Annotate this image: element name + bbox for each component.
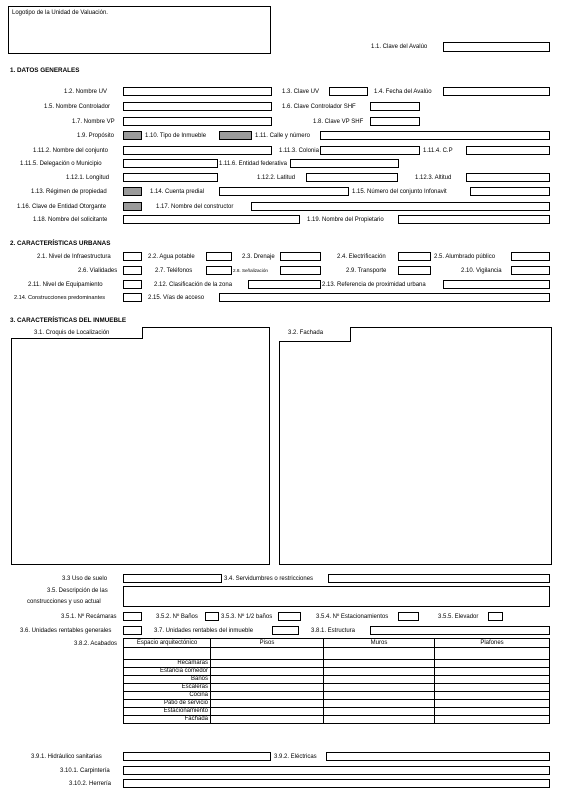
entidad-label: 1.11.6. Entidad federativa bbox=[219, 161, 287, 167]
table-row bbox=[124, 668, 550, 676]
carpinteria-label: 3.10.1. Carpintería bbox=[60, 768, 110, 774]
table-row bbox=[124, 700, 550, 708]
referencia-label: 2.13. Referencia de proximidad urbana bbox=[322, 282, 426, 288]
recamaras-field[interactable] bbox=[123, 612, 142, 621]
elevador-field[interactable] bbox=[488, 612, 503, 621]
servidumbres-field[interactable] bbox=[328, 574, 550, 583]
senalizacion-label: 2.8. Señalización bbox=[233, 268, 268, 273]
uso-suelo-label: 3.3 Uso de suelo bbox=[62, 576, 108, 582]
carpinteria-field[interactable] bbox=[123, 766, 550, 775]
clasificacion-field[interactable] bbox=[248, 280, 321, 289]
table-row bbox=[124, 692, 550, 700]
table-row-label: Estacionamiento bbox=[124, 708, 211, 716]
transporte-label: 2.9. Transporte bbox=[346, 268, 387, 274]
clave-uv-label: 1.3. Clave UV bbox=[282, 89, 320, 95]
calle-label: 1.11. Calle y número bbox=[255, 133, 310, 139]
table-row bbox=[124, 716, 550, 724]
entidad-field[interactable] bbox=[290, 159, 399, 168]
drenaje-field[interactable] bbox=[280, 252, 321, 261]
nombre-constructor-field[interactable] bbox=[251, 202, 550, 211]
latitud-field[interactable] bbox=[306, 173, 398, 182]
construcciones-label: 2.14. Construcciones predominantes bbox=[14, 295, 106, 301]
colonia-field[interactable] bbox=[320, 146, 420, 155]
nivel-infra-field[interactable] bbox=[123, 252, 142, 261]
vialidades-label: 2.6. Vialidades bbox=[78, 268, 118, 274]
table-row-label: Patio de servicio bbox=[124, 700, 211, 708]
nombre-controlador-label: 1.5. Nombre Controlador bbox=[44, 104, 111, 110]
nombre-uv-label: 1.2. Nombre UV bbox=[64, 89, 108, 95]
hidraulico-field[interactable] bbox=[123, 752, 271, 761]
banos-label: 3.5.2. Nº Baños bbox=[156, 614, 198, 620]
banos-field[interactable] bbox=[205, 612, 219, 621]
construcciones-field[interactable] bbox=[123, 293, 142, 302]
table-row bbox=[124, 708, 550, 716]
croquis-label: 3.1. Croquis de Localización bbox=[34, 330, 110, 336]
electrificacion-label: 2.4. Electrificación bbox=[337, 254, 386, 260]
acabados-header-row bbox=[124, 639, 550, 648]
hidraulico-label: 3.9.1. Hidráulico sanitarias bbox=[31, 754, 102, 760]
estacionamientos-label: 3.5.4. Nº Estacionamientos bbox=[316, 614, 389, 620]
clave-controlador-field[interactable] bbox=[370, 102, 420, 111]
recamaras-label: 3.5.1. Nº Recámaras bbox=[61, 614, 117, 620]
cuenta-predial-field[interactable] bbox=[219, 187, 349, 196]
nombre-propietario-field[interactable] bbox=[398, 215, 550, 224]
nombre-solicitante-label: 1.18. Nombre del solicitante bbox=[33, 217, 108, 223]
proposito-field[interactable] bbox=[123, 131, 142, 140]
nombre-controlador-field[interactable] bbox=[123, 102, 272, 111]
electricas-field[interactable] bbox=[326, 752, 550, 761]
logo-box bbox=[8, 6, 271, 54]
acabados-header: Espacio arquitectónico bbox=[124, 639, 211, 648]
clasificacion-label: 2.12. Clasificación de la zona bbox=[154, 282, 233, 288]
regimen-field[interactable] bbox=[123, 187, 142, 196]
agua-field[interactable] bbox=[206, 252, 232, 261]
nombre-vp-label: 1.7. Nombre VP bbox=[72, 119, 115, 125]
unidades-generales-field[interactable] bbox=[123, 626, 142, 635]
vigilancia-label: 2.10. Vigilancia bbox=[461, 268, 502, 274]
table-row-label: Escaleras bbox=[124, 684, 211, 692]
table-row bbox=[124, 684, 550, 692]
vias-label: 2.15. Vías de acceso bbox=[148, 295, 205, 301]
fachada-box[interactable] bbox=[279, 327, 552, 565]
acabados-spacer-row bbox=[124, 648, 550, 660]
acabados-table bbox=[123, 638, 550, 724]
fecha-avaluo-field[interactable] bbox=[443, 87, 550, 96]
agua-label: 2.2. Agua potable bbox=[148, 254, 195, 260]
herreria-field[interactable] bbox=[123, 779, 550, 788]
referencia-field[interactable] bbox=[443, 280, 550, 289]
altitud-field[interactable] bbox=[466, 173, 550, 182]
table-row bbox=[124, 660, 550, 668]
tipo-inmueble-field[interactable] bbox=[219, 131, 252, 140]
table-row-label: Recámaras bbox=[124, 660, 211, 668]
longitud-label: 1.12.1. Longitud bbox=[66, 175, 110, 181]
nombre-conjunto-label: 1.11.2. Nombre del conjunto bbox=[33, 148, 108, 154]
delegacion-field[interactable] bbox=[123, 159, 218, 168]
descripcion-label-2: construcciones y uso actual bbox=[27, 599, 101, 605]
clave-entidad-label: 1.16. Clave de Entidad Otorgante bbox=[17, 204, 107, 210]
vias-field[interactable] bbox=[219, 293, 550, 302]
numero-conjunto-field[interactable] bbox=[470, 187, 550, 196]
table-row-label: Cocina bbox=[124, 692, 211, 700]
telefonos-label: 2.7. Teléfonos bbox=[155, 268, 193, 274]
nivel-equip-field[interactable] bbox=[123, 280, 142, 289]
descripcion-field[interactable] bbox=[123, 586, 550, 607]
table-row bbox=[124, 676, 550, 684]
table-row-label: Baños bbox=[124, 676, 211, 684]
clave-uv-field[interactable] bbox=[329, 87, 368, 96]
cp-field[interactable] bbox=[466, 146, 550, 155]
telefonos-field[interactable] bbox=[206, 266, 232, 275]
logo-label: Logotipo de la Unidad de Valuación. bbox=[12, 10, 108, 16]
clave-entidad-field[interactable] bbox=[123, 202, 142, 211]
clave-controlador-label: 1.6. Clave Controlador SHF bbox=[282, 104, 356, 110]
section-caracteristicas-urbanas: 2. CARACTERÍSTICAS URBANAS bbox=[10, 240, 111, 247]
regimen-label: 1.13. Régimen de propiedad bbox=[31, 189, 107, 195]
fecha-avaluo-label: 1.4. Fecha del Avalúo bbox=[374, 89, 432, 95]
longitud-field[interactable] bbox=[123, 173, 218, 182]
electricas-label: 3.9.2. Eléctricas bbox=[274, 754, 317, 760]
unidades-generales-label: 3.6. Unidades rentables generales bbox=[20, 628, 112, 634]
clave-avaluo-label: 1.1. Clave del Avalúo bbox=[371, 44, 428, 50]
nombre-conjunto-field[interactable] bbox=[123, 146, 272, 155]
clave-vp-label: 1.8. Clave VP SHF bbox=[313, 119, 364, 125]
unidades-inmueble-label: 3.7. Unidades rentables del inmueble bbox=[154, 628, 254, 634]
transporte-field[interactable] bbox=[398, 266, 431, 275]
delegacion-label: 1.11.5. Delegación o Municipio bbox=[20, 161, 102, 167]
senalizacion-field[interactable] bbox=[280, 266, 321, 275]
table-row-label: Fachada bbox=[124, 716, 211, 724]
medios-banos-field[interactable] bbox=[278, 612, 301, 621]
herreria-label: 3.10.2. Herrería bbox=[69, 781, 112, 787]
croquis-box[interactable] bbox=[11, 327, 270, 565]
acabados-header: Pisos bbox=[211, 639, 324, 648]
numero-conjunto-label: 1.15. Número del conjunto Infonavit bbox=[352, 189, 447, 195]
nombre-solicitante-field[interactable] bbox=[123, 215, 300, 224]
nivel-equip-label: 2.11. Nivel de Equipamiento bbox=[28, 282, 103, 288]
vigilancia-field[interactable] bbox=[511, 266, 550, 275]
acabados-header: Plafones bbox=[435, 639, 550, 648]
acabados-label: 3.8.2. Acabados bbox=[74, 641, 118, 647]
section-datos-generales: 1. DATOS GENERALES bbox=[10, 67, 80, 74]
section-caracteristicas-inmueble: 3. CARACTERÍSTICAS DEL INMUEBLE bbox=[10, 317, 127, 324]
unidades-inmueble-field[interactable] bbox=[272, 626, 299, 635]
altitud-label: 1.12.3. Altitud bbox=[415, 175, 452, 181]
clave-avaluo-field[interactable] bbox=[443, 42, 550, 52]
acabados-header: Muros bbox=[324, 639, 435, 648]
nivel-infra-label: 2.1. Nivel de Infraestructura bbox=[37, 254, 111, 260]
nombre-uv-field[interactable] bbox=[123, 87, 272, 96]
estructura-label: 3.8.1. Estructura bbox=[311, 628, 356, 634]
medios-banos-label: 3.5.3. Nº 1/2 baños bbox=[221, 614, 273, 620]
table-row-label: Estancia comedor bbox=[124, 668, 211, 676]
calle-field[interactable] bbox=[320, 131, 550, 140]
vialidades-field[interactable] bbox=[123, 266, 142, 275]
cp-label: 1.11.4. C.P bbox=[423, 148, 453, 154]
nombre-propietario-label: 1.19. Nombre del Propietario bbox=[307, 217, 384, 223]
nombre-vp-field[interactable] bbox=[123, 117, 272, 126]
colonia-label: 1.11.3. Colonia bbox=[279, 148, 319, 154]
drenaje-label: 2.3. Drenaje bbox=[242, 254, 275, 260]
uso-suelo-field[interactable] bbox=[123, 574, 222, 583]
alumbrado-label: 2.5. Alumbrado público bbox=[434, 254, 496, 260]
electrificacion-field[interactable] bbox=[398, 252, 431, 261]
estructura-field[interactable] bbox=[370, 626, 550, 635]
fachada-label: 3.2. Fachada bbox=[288, 330, 324, 336]
cuenta-predial-label: 1.14. Cuenta predial bbox=[150, 189, 205, 195]
proposito-label: 1.9. Propósito bbox=[77, 133, 115, 139]
latitud-label: 1.12.2. Latitud bbox=[257, 175, 296, 181]
servidumbres-label: 3.4. Servidumbres o restricciones bbox=[224, 576, 314, 582]
clave-vp-field[interactable] bbox=[370, 117, 420, 126]
alumbrado-field[interactable] bbox=[511, 252, 550, 261]
tipo-inmueble-label: 1.10. Tipo de Inmueble bbox=[145, 133, 207, 139]
elevador-label: 3.5.5. Elevador bbox=[438, 614, 479, 620]
nombre-constructor-label: 1.17. Nombre del constructor bbox=[156, 204, 234, 210]
estacionamientos-field[interactable] bbox=[398, 612, 419, 621]
descripcion-label-1: 3.5. Descripción de las bbox=[47, 588, 108, 594]
